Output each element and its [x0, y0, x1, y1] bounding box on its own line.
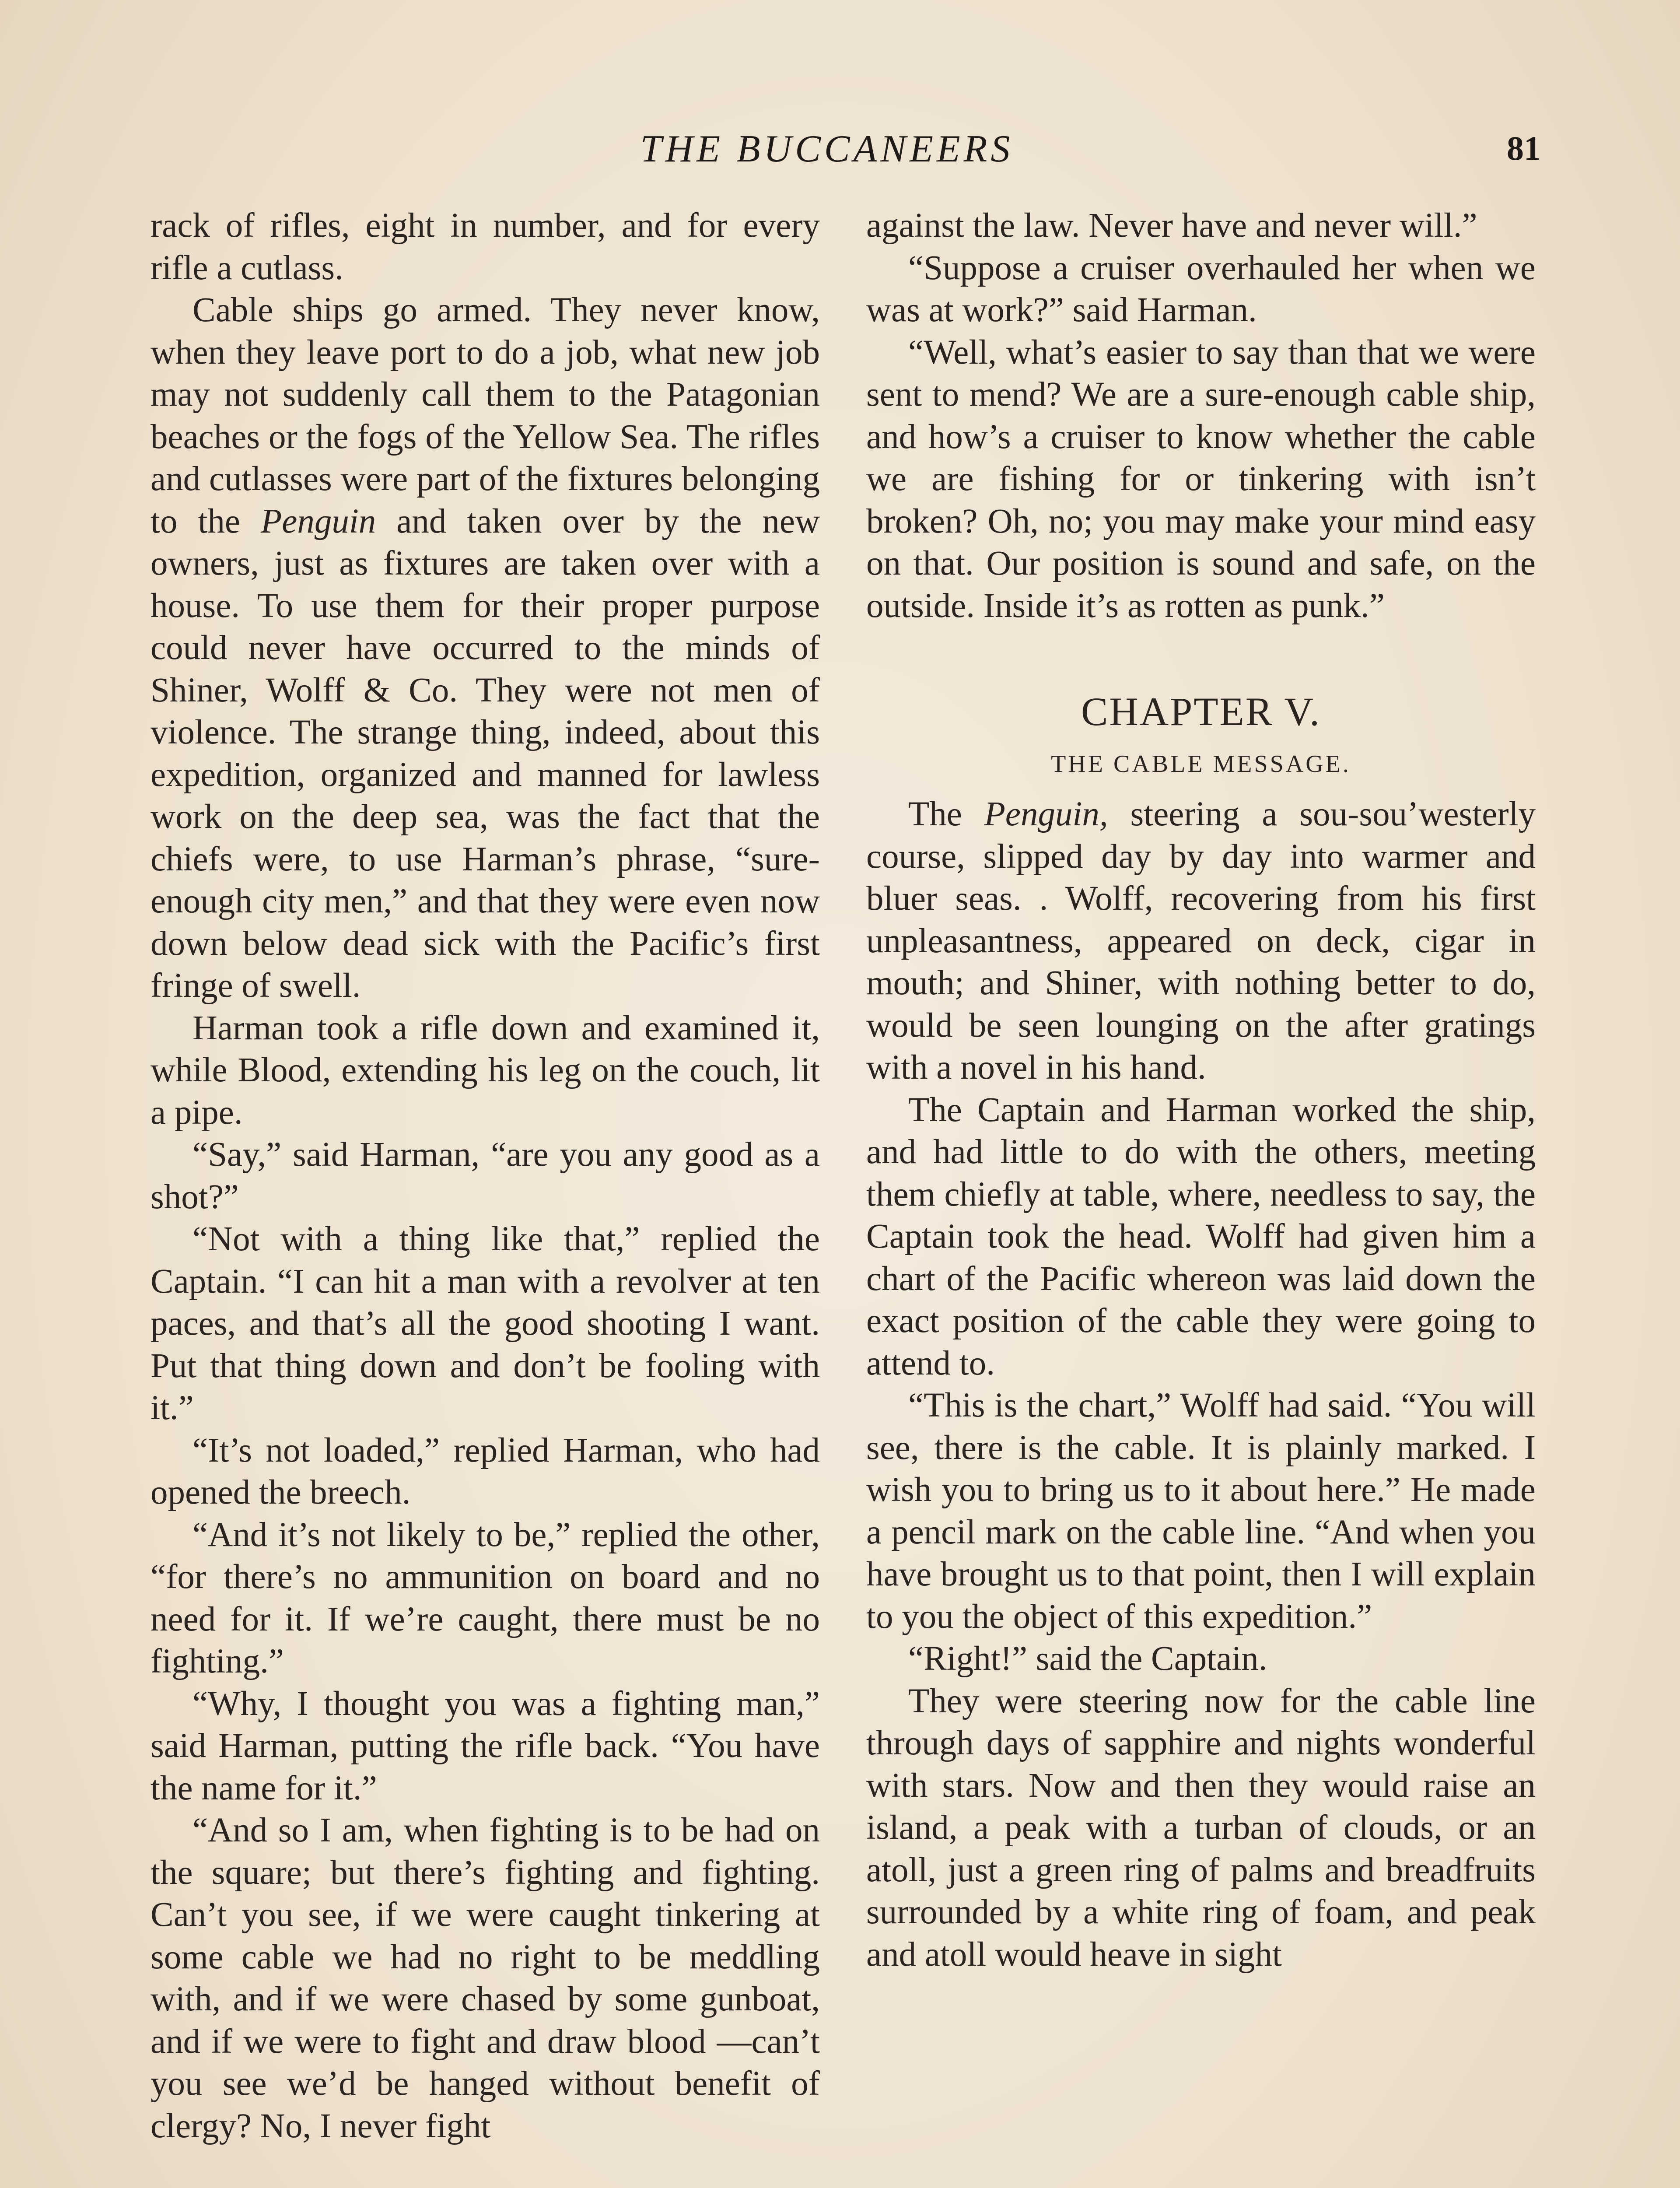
paragraph-text: Cable ships go armed. They never know, when they leave port to do a job, what new job may not suddenly call them to the Patagonian beaches or the fogs of the Yellow Sea. The rifles and cutlasses were part of the fixtures belonging to the	[150, 291, 820, 540]
paragraph: “Say,” said Harman, “are you any good as a shot?”	[150, 1136, 820, 1216]
paragraph: They were steering now for the cable line through days of sapphire and nights wonderful with stars. Now and then they would raise an island, a peak with a turban of clouds, or an atoll, just a green ring of palms and breadfruits surrounded by a white ring of foam, and peak and atoll would heave in sight	[866, 1682, 1536, 1974]
chapter-subtitle: THE CABLE MESSAGE.	[1051, 750, 1351, 778]
paragraph	[866, 793, 1536, 1089]
paragraph: “It’s not loaded,” replied Harman, who had opened the breech.	[150, 1431, 820, 1511]
left-column	[150, 205, 820, 2147]
paragraph: “And so I am, when fighting is to be had on the square; but there’s fighting and fighting. Can’t you see, if we were caught tinkering at some cable we had no right to be meddling with, and if we were chased by some gunboat, and if we were to fight and draw blood —can’t you see we’d be hanged without benefit of clergy? No, I never fight	[150, 1811, 820, 2145]
paragraph: “Why, I thought you was a fighting man,” said Harman, putting the rifle back. “You have the name for it.”	[150, 1684, 820, 1807]
paragraph: “Suppose a cruiser overhauled her when we was at work?” said Harman.	[866, 249, 1536, 329]
paragraph-text: The	[908, 795, 962, 833]
paragraph: “This is the chart,” Wolff had said. “You will see, there is the cable. It is plainly marked. I wish you to bring us to it about here.” He made a pencil mark on the cable line. “And when you have brought us to that point, then I will explain to you the object of this expedition.”	[866, 1386, 1536, 1636]
paragraph: “Right!” said the Captain.	[908, 1640, 1267, 1678]
ship-name: Penguin,	[984, 795, 1108, 833]
running-title: THE BUCCANEERS	[640, 128, 1014, 170]
paragraph-text: and taken over by the new owners, just as fixtures are taken over with a house. To use them for their proper purpose could never have occurred to the minds of Shiner, Wolff & Co. They were not men of violence. The strange thing, indeed, about this expedition, organized and manned for lawless work on the deep sea, was the fact that the chiefs were, to use Harman’s phrase, “sure-enough city men,” and that they were even now down below dead sick with the Pacific’s first fringe of swell.	[150, 502, 820, 1005]
page-number: 81	[1507, 129, 1541, 167]
right-column	[866, 205, 1536, 1976]
paragraph: rack of rifles, eight in number, and for every rifle a cutlass.	[150, 207, 820, 287]
paragraph: against the law. Never have and never will.”	[866, 207, 1477, 245]
chapter-title: CHAPTER V.	[1081, 689, 1321, 734]
paragraph: “And it’s not likely to be,” replied the other, “for there’s no ammunition on board and no need for it. If we’re caught, there must be no fighting.”	[150, 1515, 820, 1680]
paragraph: “Well, what’s easier to say than that we were sent to mend? We are a sure-enough cable ship, and how’s a cruiser to know whether the cable we are fishing for or tinkering with isn’t broken? Oh, no; you may make your mind easy on that. Our position is sound and safe, on the outside. Inside it’s as rotten as punk.”	[866, 333, 1536, 625]
paragraph: “Not with a thing like that,” replied the Captain. “I can hit a man with a revolver at ten paces, and that’s all the good shooting I want. Put that thing down and don’t be fooling with it.”	[150, 1220, 820, 1427]
paragraph-text: steering a sou-sou’westerly course, slipped day by day into warmer and bluer seas. . Wolff, recovering from his first unpleasantness, appeared on deck, cigar in mouth; and Shiner, with nothing better to do, would be seen lounging on the after gratings with a novel in his hand.	[866, 795, 1536, 1087]
paragraph: The Captain and Harman worked the ship, and had little to do with the others, meeting them chiefly at table, where, needless to say, the Captain took the head. Wolff had given him a chart of the Pacific whereon was laid down the exact position of the cable they were going to attend to.	[866, 1090, 1536, 1382]
paragraph	[150, 289, 820, 1007]
page-header	[0, 127, 1680, 184]
ship-name: Penguin	[261, 502, 376, 540]
paragraph: Harman took a rifle down and examined it, while Blood, extending his leg on the couch, lit a pipe.	[150, 1009, 820, 1132]
